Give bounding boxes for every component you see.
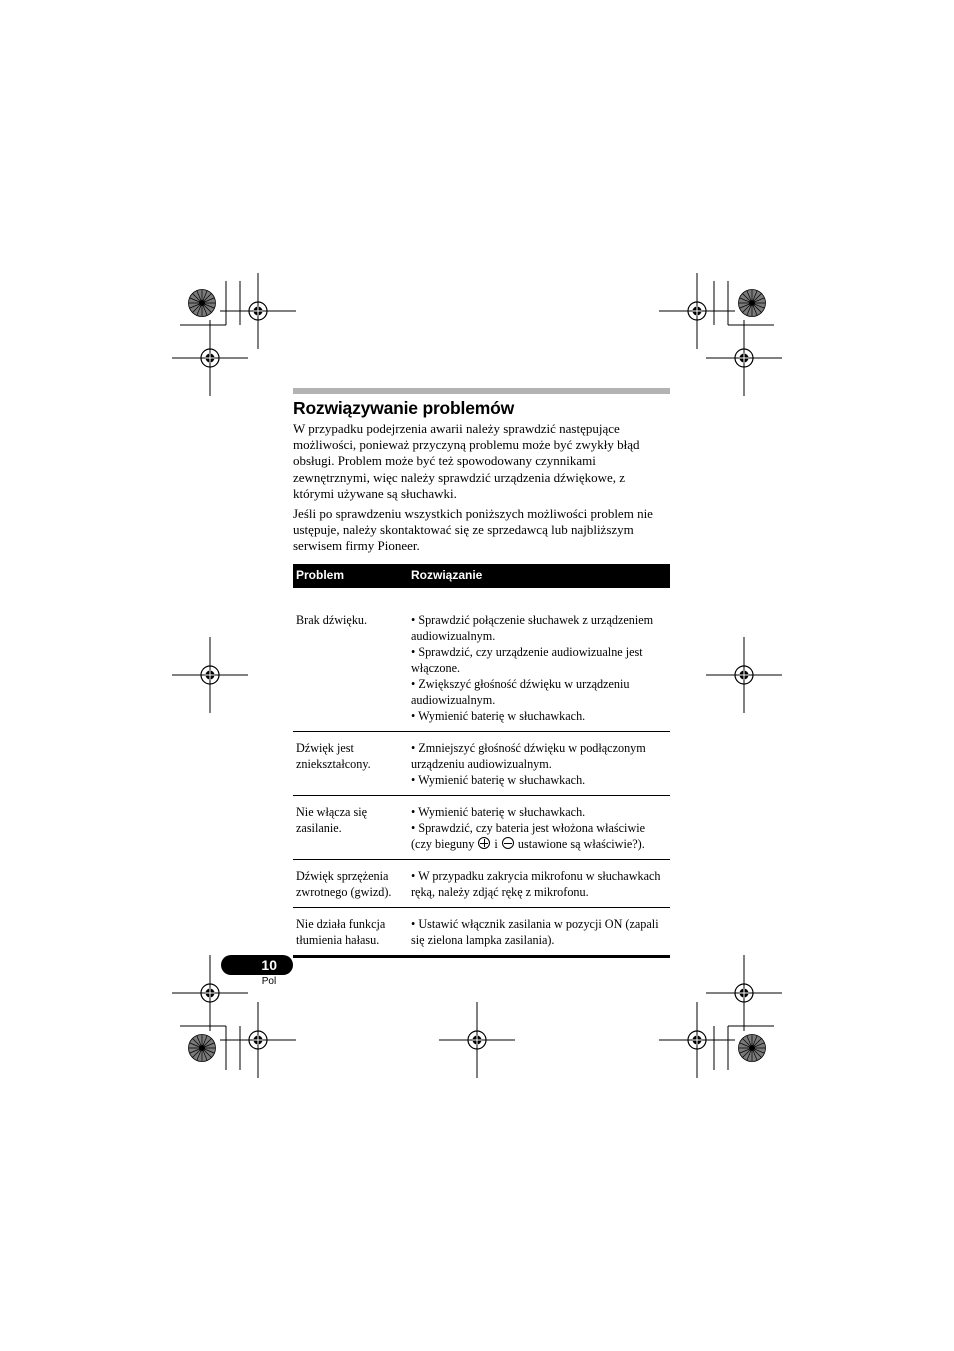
minus-circle-icon — [502, 837, 514, 849]
crosshair-icon — [659, 1002, 735, 1078]
solution-cell: • Wymienić baterię w słuchawkach. • Sprawdzić, czy bateria jest włożona właściwie (czy bieguny i ustawione są właściwie?). — [402, 796, 670, 860]
section-divider-bar — [293, 388, 670, 394]
crosshair-icon — [439, 1002, 515, 1078]
problem-cell: Dźwięk sprzężenia zwrotnego (gwizd). — [293, 860, 402, 908]
crosshair-icon — [220, 1002, 296, 1078]
crosshair-icon — [220, 273, 296, 349]
starburst-icon — [739, 1035, 766, 1062]
crosshair-icon — [172, 637, 248, 713]
starburst-icon — [189, 290, 216, 317]
problem-cell: Dźwięk jest zniekształcony. — [293, 732, 402, 796]
section-title: Rozwiązywanie problemów — [293, 398, 514, 418]
page-number: 10 — [221, 955, 293, 975]
problem-cell: Brak dźwięku. — [293, 588, 402, 732]
crosshair-icon — [706, 637, 782, 713]
table-row — [293, 796, 670, 860]
solution-cell: • W przypadku zakrycia mikrofonu w słuchawkach ręką, należy zdjąć rękę z mikrofonu. — [402, 860, 670, 908]
problem-cell: Nie działa funkcja tłumienia hałasu. — [293, 908, 402, 957]
crosshair-icon — [172, 320, 248, 396]
header-solution: Rozwiązanie — [402, 564, 670, 588]
contact-paragraph: Jeśli po sprawdzeniu wszystkich poniższych możliwości problem nie ustępuje, należy skontaktować się ze sprzedawcą lub najbliższym serwisem firmy Pioneer. — [293, 506, 653, 554]
table-row — [293, 860, 670, 908]
crosshair-icon — [659, 273, 735, 349]
starburst-icon — [739, 290, 766, 317]
intro-paragraph: W przypadku podejrzenia awarii należy sprawdzić następujące możliwości, ponieważ przyczyną problemu może być zwykły błąd obsługi. Problem może być też spowodowany czynnikami zewnętrznymi, więc należy sprawdzić urządzenia dźwiękowe, z którymi używane są słuchawki. — [293, 421, 640, 501]
plus-circle-icon — [478, 837, 490, 849]
solution-cell: • Ustawić włącznik zasilania w pozycji ON (zapali się zielona lampka zasilania). — [402, 908, 670, 957]
polarity-line: (czy bieguny i ustawione są właściwie?). — [411, 837, 645, 851]
table-row — [293, 732, 670, 796]
table-header-row — [293, 564, 670, 588]
solution-cell: • Sprawdzić połączenie słuchawek z urządzeniem audiowizualnym. • Sprawdzić, czy urządzenie audiowizualne jest włączone. • Zwiększyć głośność dźwięku w urządzeniu audiowizualnym. • Wymienić baterię w słuchawkach. — [402, 588, 670, 732]
starburst-icon — [189, 1035, 216, 1062]
troubleshooting-table — [293, 564, 670, 958]
table-row — [293, 908, 670, 957]
table-row — [293, 588, 670, 732]
crosshair-icon — [706, 320, 782, 396]
crosshair-icon — [706, 955, 782, 1031]
problem-cell: Nie włącza się zasilanie. — [293, 796, 402, 860]
header-problem: Problem — [293, 564, 402, 588]
language-label: Pol — [261, 976, 277, 987]
solution-cell: • Zmniejszyć głośność dźwięku w podłączonym urządzeniu audiowizualnym. • Wymienić baterię w słuchawkach. — [402, 732, 670, 796]
